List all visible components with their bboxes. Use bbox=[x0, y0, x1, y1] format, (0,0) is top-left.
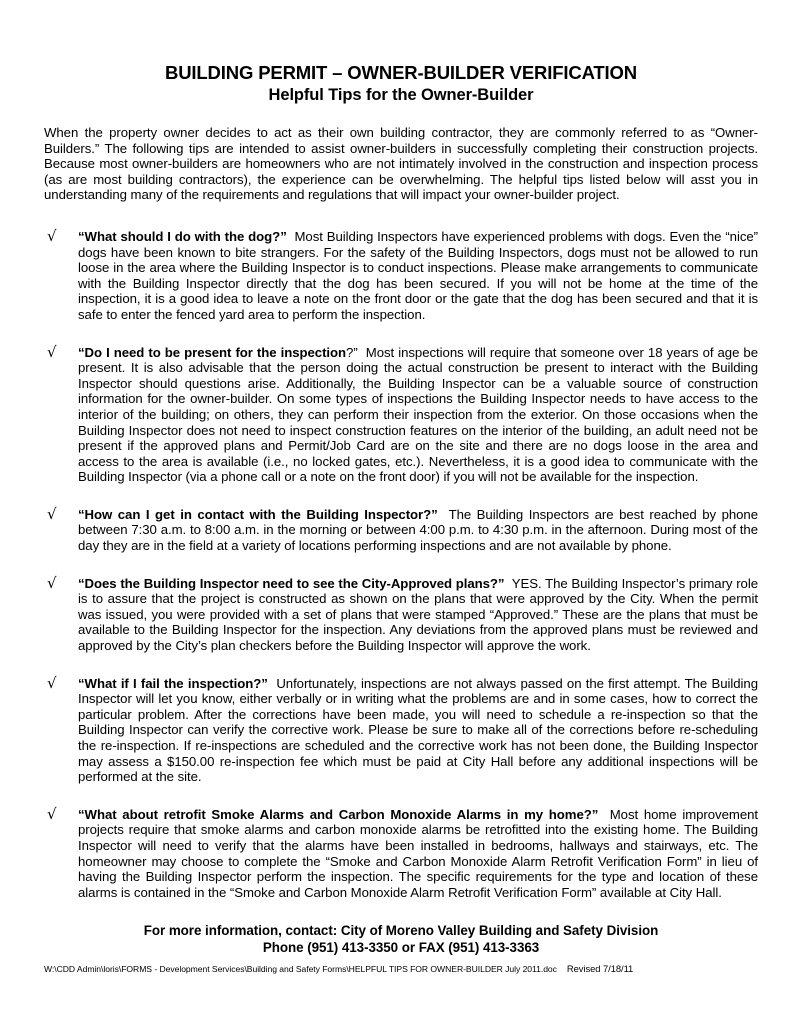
document-content bbox=[44, 62, 758, 956]
list-item bbox=[44, 504, 758, 554]
list-item bbox=[44, 342, 758, 485]
contact-block bbox=[44, 922, 758, 956]
contact-line-2: Phone (951) 413-3350 or FAX (951) 413-3363 bbox=[262, 940, 540, 956]
checkmark-icon: √ bbox=[47, 573, 57, 592]
page-subtitle: Helpful Tips for the Owner-Builder bbox=[268, 86, 534, 104]
tip-question: “Do I need to be present for the inspection bbox=[78, 344, 347, 360]
checkmark-icon: √ bbox=[47, 226, 57, 245]
revision-date: Revised 7/18/11 bbox=[566, 963, 634, 974]
tip-body bbox=[78, 345, 758, 485]
list-item bbox=[44, 804, 758, 901]
tip-body bbox=[78, 676, 758, 785]
tip-question: “What if I fail the inspection?” bbox=[78, 675, 268, 691]
tip-question: “What should I do with the dog?” bbox=[78, 228, 287, 244]
document-title-block bbox=[44, 62, 758, 106]
list-item bbox=[44, 226, 759, 323]
file-path-text: W:\CDD Admin\loris\FORMS - Development Services\Building and Safety Forms\HELPFUL TIPS FOR OWNER-BUILDER July 2011.doc bbox=[44, 964, 557, 974]
tip-question: “Does the Building Inspector need to see the City-Approved plans?” bbox=[78, 575, 505, 591]
list-item bbox=[44, 573, 758, 654]
tip-answer: The Building Inspectors are best reached by phone between 7:30 a.m. to 8:00 a.m. in the morning or between 4:00 p.m. to 4:30 p.m. in the afternoon. During most of the day they are in the field at a variety of locations performing inspections and are not available by phone. bbox=[78, 506, 758, 554]
tip-answer: Most home improvement projects require that smoke alarms and carbon monoxide alarms be retrofitted into the existing home. The Building Inspector will need to verify that the alarms have been installed in bedrooms, hallways and stairways, etc. The homeowner may choose to complete the “Smoke and Carbon Monoxide Alarm Retrofit Verification Form” in lieu of having the Building Inspector perform the inspection. The specific requirements for the type and location of these alarms is contained in the “Smoke and Carbon Monoxide Alarm Retrofit Verification Form” available at City Hall. bbox=[78, 806, 758, 900]
tip-body bbox=[78, 807, 758, 901]
checkmark-icon: √ bbox=[47, 504, 57, 523]
tip-body bbox=[78, 229, 758, 323]
contact-line-1: For more information, contact: City of Moreno Valley Building and Safety Division bbox=[143, 923, 659, 939]
file-path-footer bbox=[44, 963, 760, 975]
tip-answer: YES. The Building Inspector’s primary role is to assure that the project is constructed as shown on the plans that were approved by the City. When the permit was issued, you were provided with a set of plans that were stamped “Approved.” These are the plans that must be available to the Building Inspector for the inspection. Any deviations from the approved plans must be reviewed and approved by the City’s plan checkers before the Building Inspector will approve the work. bbox=[78, 575, 758, 654]
tip-question: “What about retrofit Smoke Alarms and Carbon Monoxide Alarms in my home?” bbox=[78, 806, 599, 822]
tips-list bbox=[44, 226, 759, 900]
tip-answer: Most Building Inspectors have experienced problems with dogs. Even the “nice” dogs have been known to bite strangers. For the safety of the Building Inspectors, dogs must not be allowed to run loose in the area where the Building Inspector is to conduct inspections. Please make arrangements to communicate with the Building Inspector directly that the dog has been secured. If you will not be home at the time of the inspection, it is a good idea to leave a note on the front door or the gate that the dog has been secured and that it is safe to enter the fenced yard area to perform the inspection. bbox=[78, 228, 759, 322]
tip-body bbox=[78, 576, 758, 654]
checkmark-icon: √ bbox=[47, 342, 57, 361]
page-title: BUILDING PERMIT – OWNER-BUILDER VERIFICATION bbox=[165, 62, 637, 83]
checkmark-icon: √ bbox=[47, 804, 57, 823]
tip-answer: Most inspections will require that someone over 18 years of age be present. It is also advisable that the person doing the actual construction be present to interact with the Building Inspector should questions arise. Additionally, the Building Inspector can be a valuable source of construction information for the owner-builder. On some types of inspections the Building Inspector needs to have access to the interior of the building; on others, they can perform their inspection from the exterior. On those occasions when the Building Inspector does not need to inspect construction features on the interior of the building, an adult need not be present if the approved plans and Permit/Job Card are on the site and there are no dogs loose in the area and access to the area is available (i.e., no locked gates, etc.). Nevertheless, it is a good idea to communicate with the Building Inspector (via a phone call or a note on the front door) if you will not be available for the inspection. bbox=[78, 344, 758, 485]
tip-question-tail: ?” bbox=[346, 344, 358, 360]
tip-question: “How can I get in contact with the Building Inspector?” bbox=[78, 506, 438, 522]
tip-body bbox=[78, 507, 758, 554]
tip-answer: Unfortunately, inspections are not always passed on the first attempt. The Building Inspector will let you know, either verbally or in writing what the problems are and in some cases, how to correct the particular problem. After the corrections have been made, you will need to schedule a re-inspection so that the Building Inspector can verify the corrective work. Please be sure to make all of the corrections before re-scheduling the re-inspection. If re-inspections are scheduled and the corrective work has not been done, the Building Inspector may assess a $150.00 re-inspection fee which must be paid at City Hall before any additional inspections will be performed at the site. bbox=[78, 675, 758, 785]
checkmark-icon: √ bbox=[47, 673, 57, 692]
intro-paragraph: When the property owner decides to act as their own building contractor, they are commonly referred to as “Owner-Builders.” The following tips are intended to assist owner-builders in successfully completing their construction projects. Because most owner-builders are homeowners who are not intimately involved in the construction and inspection process (as are most building contractors), the experience can be overwhelming. The helpful tips listed below will asst you in understanding many of the requirements and regulations that will impact your owner-builder project. bbox=[44, 125, 758, 203]
list-item bbox=[44, 673, 758, 785]
